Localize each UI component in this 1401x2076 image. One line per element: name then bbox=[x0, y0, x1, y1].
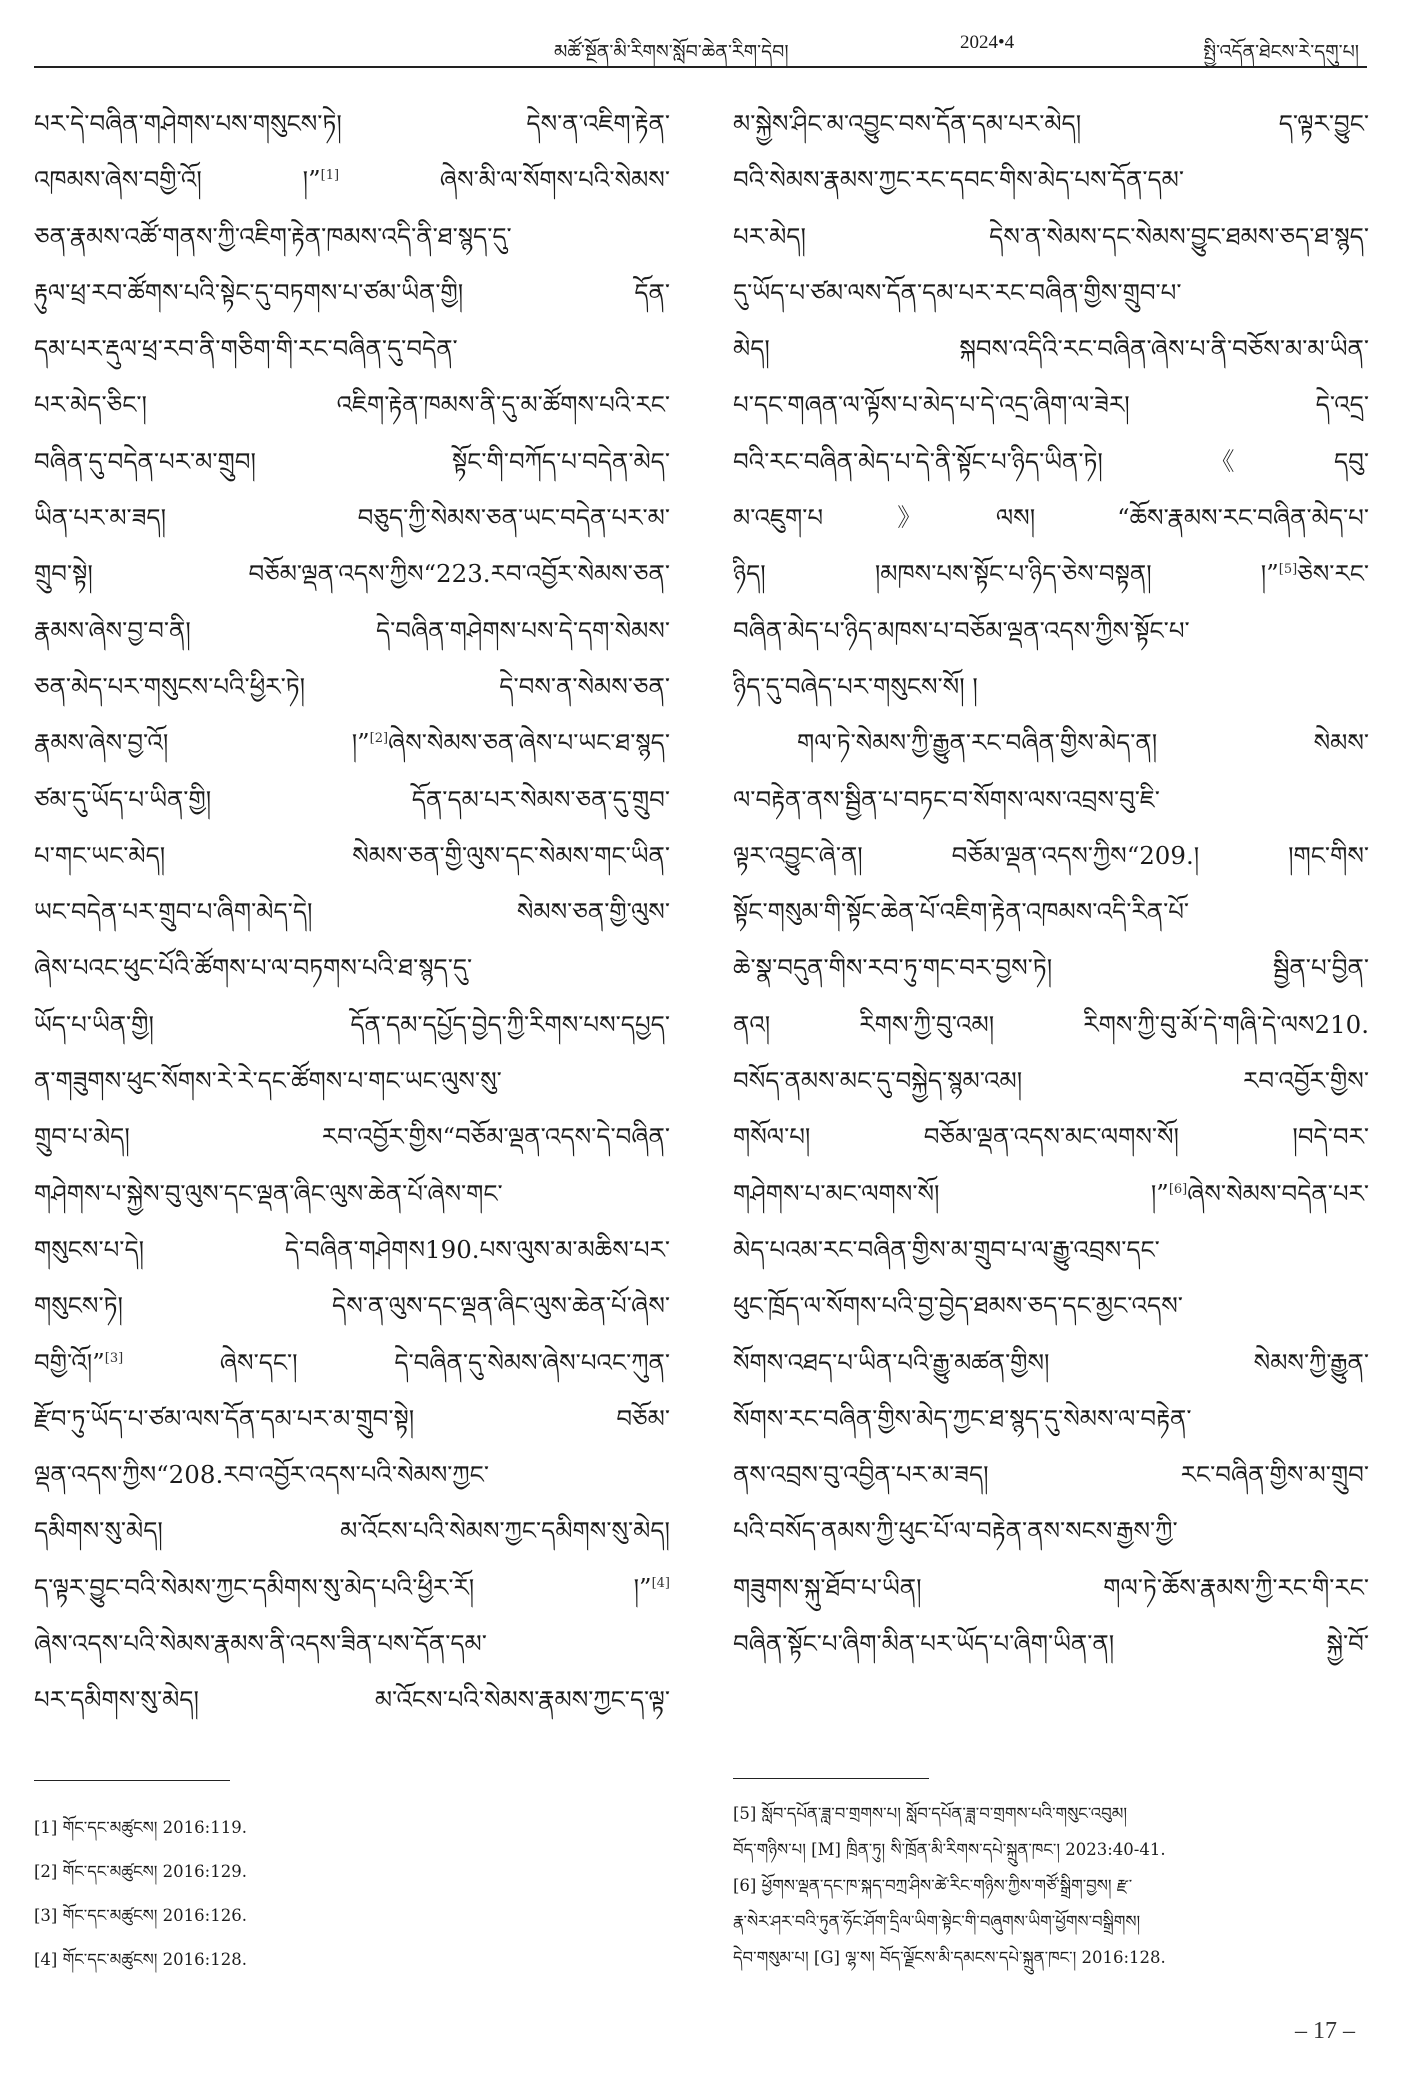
body-line bbox=[34, 1222, 670, 1278]
line-text: གཟུགས་སྐུ་ཐོབ་པ་ཡིན། གལ་ཏེ་ཆོས་རྣམས་ཀྱི་རང་གི་རང་ bbox=[733, 1572, 1369, 1602]
body-line bbox=[733, 715, 1369, 771]
line-text: ན་གཟུགས་ཕུང་སོགས་རེ་རེ་དང་ཚོགས་པ་གང་ཡང་ལུས་སུ་ bbox=[34, 1066, 502, 1096]
body-line bbox=[34, 1503, 670, 1559]
line-text-after-marker: ཞེས་སེམས་ཅན་ཞེས་པ་ཡང་ཐ་སྙད་ bbox=[388, 728, 670, 758]
body-line bbox=[34, 603, 670, 659]
line-text: ནས་འབྲས་བུ་འབྱིན་པར་མ་ཟད། རང་བཞིན་གྱིས་མ་གྲུབ་ bbox=[733, 1460, 1369, 1490]
line-text: མ་འཇུག་པ》ལས། “ཆོས་རྣམས་རང་བཞིན་མེད་པ་ bbox=[733, 503, 1369, 533]
line-text: དུ་ཡོད་པ་ཙམ་ལས་དོན་དམ་པར་རང་བཞིན་གྱིས་གྲུབ་པ་ bbox=[733, 277, 1182, 307]
footnote-rule-right bbox=[733, 1778, 929, 1779]
body-line bbox=[733, 1166, 1369, 1222]
line-text: པར་མེད་ཅིང་། འཇིག་རྟེན་ཁམས་ནི་དུ་མ་ཚོགས་པའི་རང་ bbox=[34, 390, 670, 420]
body-line bbox=[733, 1278, 1369, 1334]
body-line bbox=[34, 1447, 670, 1503]
line-text: སྟོང་གསུམ་གི་སྟོང་ཆེན་པོ་འཇིག་རྟེན་འཁམས་འདི་རིན་པོ་ bbox=[733, 897, 1190, 927]
line-text: པར་དེ་བཞིན་གཤེགས་པས་གསུངས་ཏེ། དེས་ན་འཇིག་རྟེན་ bbox=[34, 109, 670, 138]
line-text: གལ་ཏེ་སེམས་ཀྱི་རྒྱུན་རང་བཞིན་གྱིས་མེད་ན། སེམས་ bbox=[797, 728, 1369, 758]
body-line bbox=[34, 96, 670, 152]
body-line bbox=[733, 96, 1369, 152]
body-line bbox=[733, 1053, 1369, 1109]
footnote-marker: [4] bbox=[651, 1575, 670, 1591]
footnote-marker: [5] bbox=[1278, 562, 1298, 578]
body-line bbox=[34, 997, 670, 1053]
body-line bbox=[733, 546, 1369, 602]
body-line bbox=[34, 715, 670, 771]
body-line bbox=[733, 1109, 1369, 1165]
line-text: གྲུབ་སྟེ། བཅོམ་ལྡན་འདས་ཀྱིས“223.རབ་འབྱོར་སེམས་ཅན་ bbox=[34, 559, 670, 589]
body-line bbox=[34, 1391, 670, 1447]
line-text: གསུངས་ཏེ། དེས་ན་ལུས་དང་ལྡན་ཞིང་ལུས་ཆེན་པོ་ཞེས་ bbox=[34, 1291, 670, 1321]
body-line bbox=[34, 1278, 670, 1334]
body-line bbox=[733, 1391, 1369, 1447]
body-line bbox=[34, 1166, 670, 1222]
body-line bbox=[733, 1335, 1369, 1391]
line-text: བའི་སེམས་རྣམས་ཀྱང་རང་དབང་གིས་མེད་པས་དོན་དམ་ bbox=[733, 165, 1184, 195]
footnote: [1] གོང་དང་མཚུངས། 2016:119. bbox=[34, 1818, 247, 1837]
body-line bbox=[34, 377, 670, 433]
line-text: ཡང་བདེན་པར་གྲུབ་པ་ཞིག་མེད་དེ། སེམས་ཅན་གྱི་ལུས་ bbox=[34, 897, 670, 927]
line-text: མེད་པའམ་རང་བཞིན་གྱིས་མ་གྲུབ་པ་ལ་རྒྱུ་འབྲས་དང་ bbox=[733, 1234, 1160, 1264]
section-title: སྤྱི་འདོན་ཐེངས་རེ་དགུ་པ། bbox=[1203, 41, 1359, 63]
line-text: བསོད་ནམས་མང་དུ་བསྐྱེད་སྙམ་འམ། རབ་འབྱོར་གྱིས་ bbox=[733, 1066, 1369, 1096]
footnote-marker: [1] bbox=[320, 168, 340, 184]
line-text: པར་མེད། དེས་ན་སེམས་དང་སེམས་བྱུང་ཐམས་ཅད་ཐ་སྙད་ bbox=[733, 221, 1369, 251]
line-text: གཤེགས་པ་མང་ལགས་སོ། །” bbox=[733, 1178, 1169, 1208]
footnote-rule-left bbox=[34, 1780, 230, 1781]
body-line bbox=[733, 1222, 1369, 1278]
footnote-marker: [6] bbox=[1168, 1181, 1188, 1197]
line-text: ཞེས་འདས་པའི་སེམས་རྣམས་ནི་འདས་ཟིན་པས་དོན་དམ་ bbox=[34, 1629, 487, 1659]
line-text: ཅན་མེད་པར་གསུངས་པའི་ཕྱིར་ཏེ། དེ་བས་ན་སེམས་ཅན་ bbox=[34, 671, 670, 701]
body-line bbox=[34, 265, 670, 321]
line-text: དམིགས་སུ་མེད། མ་འོངས་པའི་སེམས་ཀྱང་དམིགས་སུ་མེད། bbox=[34, 1516, 670, 1546]
footnote: [6] ཕྱོགས་ལྡན་དང་ཁ་སྐད་བཀྲ་ཤིས་ཚེ་རིང་གཉིས་ཀྱིས་གཙོ་སྒྲིག་བྱས། རྫ་ bbox=[733, 1876, 1133, 1895]
body-line bbox=[733, 997, 1369, 1053]
body-line bbox=[733, 772, 1369, 828]
issue-number: 2024•4 bbox=[960, 32, 1015, 53]
line-text: ནའ། རིགས་ཀྱི་བུ་འམ། རིགས་ཀྱི་བུ་མོ་དེ་གཞི་དེ་ལས210. bbox=[733, 1009, 1369, 1039]
line-text-after-marker: ཞེས་དང་། དེ་བཞིན་དུ་སེམས་ཞེས་པའང་ཀུན་ bbox=[123, 1347, 670, 1377]
line-text: ཆེ་སྣ་བདུན་གིས་རབ་ཏུ་གང་བར་བྱས་ཏེ། སྦྱིན་པ་བྱིན་ bbox=[733, 953, 1369, 983]
footnotes-right bbox=[733, 1796, 1381, 1976]
line-text: རྣམས་ཞེས་བྱ་འོ། །” bbox=[34, 728, 370, 758]
line-text: ཉིད། །མཁས་པས་སྟོང་པ་ཉིད་ཅེས་བསྟན། །” bbox=[733, 559, 1279, 589]
line-text: རྟུལ་ཕྲ་རབ་ཚོགས་པའི་སྟེང་དུ་བཏགས་པ་ཙམ་ཡིན་གྱི། དོན་ bbox=[34, 277, 670, 307]
line-text: པར་དམིགས་སུ་མེད། མ་འོངས་པའི་སེམས་རྣམས་ཀྱང་ད་ལྟ་ bbox=[34, 1685, 670, 1715]
footnote-marker: [2] bbox=[369, 731, 389, 747]
line-text: བའི་རང་བཞིན་མེད་པ་དེ་ནི་སྟོང་པ་ཉིད་ཡིན་ཏེ། 《དབུ་ bbox=[733, 446, 1369, 476]
line-text: ད་ལྟར་བྱུང་བའི་སེམས་ཀྱང་དམིགས་སུ་མེད་པའི་ཕྱིར་རོ། །” bbox=[34, 1572, 652, 1602]
body-line bbox=[34, 1560, 670, 1616]
line-text: སོགས་འཐད་པ་ཡིན་པའི་རྒྱུ་མཚན་གྱིས། སེམས་ཀྱི་རྒྱུན་ bbox=[733, 1347, 1369, 1377]
body-line bbox=[34, 1616, 670, 1672]
body-line bbox=[733, 659, 1369, 715]
left-column bbox=[34, 96, 670, 1729]
line-text: བཞིན་མེད་པ་ཉིད་མཁས་པ་བཅོམ་ལྡན་འདས་ཀྱིས་སྟོང་པ་ bbox=[733, 615, 1190, 645]
footnotes-left bbox=[34, 1806, 670, 1982]
body-line bbox=[733, 265, 1369, 321]
line-text: གསོལ་པ། བཅོམ་ལྡན་འདས་མང་ལགས་སོ། །བདེ་བར་ bbox=[733, 1122, 1369, 1152]
body-line bbox=[733, 940, 1369, 996]
line-text: ཡིན་པར་མ་ཟད། བཅུད་ཀྱི་སེམས་ཅན་ཡང་བདེན་པར་མ་ bbox=[34, 503, 670, 533]
line-text: པའི་བསོད་ནམས་ཀྱི་ཕུང་པོ་ལ་བརྟེན་ནས་སངས་རྒྱས་ཀྱི་ bbox=[733, 1516, 1178, 1546]
footnote: [3] གོང་དང་མཚུངས། 2016:126. bbox=[34, 1906, 247, 1925]
line-text: གསུངས་པ་དེ། དེ་བཞིན་གཤེགས190.པས་ལུས་མ་མཆིས་པར་ bbox=[34, 1234, 670, 1264]
body-line bbox=[733, 434, 1369, 490]
body-line bbox=[733, 1503, 1369, 1559]
body-line bbox=[34, 1053, 670, 1109]
body-line bbox=[34, 434, 670, 490]
body-line bbox=[34, 321, 670, 377]
body-line bbox=[733, 377, 1369, 433]
body-line bbox=[733, 490, 1369, 546]
body-line bbox=[34, 546, 670, 602]
line-text: པ་གང་ཡང་མེད། སེམས་ཅན་གྱི་ལུས་དང་སེམས་གང་ཡིན་ bbox=[34, 840, 670, 870]
body-line bbox=[34, 1109, 670, 1165]
body-line bbox=[733, 884, 1369, 940]
body-line bbox=[34, 209, 670, 265]
body-line bbox=[34, 884, 670, 940]
line-text: གྲུབ་པ་མེད། རབ་འབྱོར་གྱིས“བཅོམ་ལྡན་འདས་དེ་བཞིན་ bbox=[34, 1122, 670, 1152]
line-text-after-marker: ཅེས་རང་ bbox=[1297, 559, 1369, 589]
footnote: [5] སློབ་དཔོན་ཟླ་བ་གྲགས་པ། སློབ་དཔོན་ཟླ་བ་གྲགས་པའི་གསུང་འབུམ། bbox=[733, 1804, 1128, 1823]
line-text: མ་སྐྱེས་ཤིང་མ་འབྱུང་བས་དོན་དམ་པར་མེད། ད་ལྟར་བྱུང་ bbox=[733, 109, 1369, 138]
body-line bbox=[34, 1335, 670, 1391]
page-number: – 17 – bbox=[1295, 2018, 1355, 2044]
line-text: ཉིད་དུ་བཞེད་པར་གསུངས་སོ། ། bbox=[733, 671, 978, 701]
footnote: དེབ་གསུམ་པ། [G] ལྷ་ས། བོད་ལྗོངས་མི་དམངས་དཔེ་སྐྲུན་ཁང་། 2016:128. bbox=[733, 1948, 1166, 1967]
body-line bbox=[733, 1616, 1369, 1672]
line-text: རྣམས་ཞེས་བྱ་བ་ནི། དེ་བཞིན་གཤེགས་པས་དེ་དག་སེམས་ bbox=[34, 615, 670, 645]
line-text: ཙམ་དུ་ཡོད་པ་ཡིན་གྱི། དོན་དམ་པར་སེམས་ཅན་དུ་གྲུབ་ bbox=[34, 784, 670, 814]
footnote: [4] གོང་དང་མཚུངས། 2016:128. bbox=[34, 1950, 247, 1969]
line-text: གཤེགས་པ་སྐྱེས་བུ་ལུས་དང་ལྡན་ཞིང་ལུས་ཆེན་པོ་ཞེས་གང་ bbox=[34, 1178, 503, 1208]
line-text-after-marker: ཞེས་སེམས་བདེན་པར་ bbox=[1187, 1178, 1369, 1208]
line-text: བགྱི་འོ།” bbox=[34, 1347, 105, 1377]
body-line bbox=[733, 1560, 1369, 1616]
line-text: བཞིན་དུ་བདེན་པར་མ་གྲུབ། སྟོང་གི་བཀོད་པ་བདེན་མེད་ bbox=[34, 446, 670, 476]
line-text: ལ་བརྟེན་ནས་སྦྱིན་པ་བཏང་བ་སོགས་ལས་འབྲས་བུ་ཇི་ bbox=[733, 784, 1160, 814]
body-line bbox=[733, 209, 1369, 265]
line-text: དམ་པར་རྡུལ་ཕྲ་རབ་ནི་གཅིག་གི་རང་བཞིན་དུ་བདེན་ bbox=[34, 334, 458, 364]
body-line bbox=[34, 940, 670, 996]
body-line bbox=[34, 1672, 670, 1728]
line-text-after-marker: ཞེས་མི་ལ་སོགས་པའི་སེམས་ bbox=[339, 165, 670, 195]
line-text: པ་དང་གཞན་ལ་ལྟོས་པ་མེད་པ་དེ་འདྲ་ཞིག་ལ་ཟེར། དེ་འདྲ་ bbox=[733, 390, 1369, 420]
line-text: རྫོབ་ཏུ་ཡོད་པ་ཙམ་ལས་དོན་དམ་པར་མ་གྲུབ་སྟེ། བཅོམ་ bbox=[34, 1403, 670, 1433]
body-line bbox=[34, 659, 670, 715]
body-line bbox=[34, 772, 670, 828]
line-text: སོགས་རང་བཞིན་གྱིས་མེད་ཀྱང་ཐ་སྙད་དུ་སེམས་ལ་བརྟེན་ bbox=[733, 1403, 1192, 1433]
footnote: བོད་གཉིས་པ། [M] ཁྲིན་ཏུ། སི་ཁྲོན་མི་རིགས་དཔེ་སྐྲུན་ཁང་། 2023:40-41. bbox=[733, 1840, 1166, 1859]
running-header bbox=[34, 22, 1367, 62]
footnote: རྣ་སེར་ཤར་བའི་ཏུན་ཧོང་ཤོག་དྲིལ་ཡིག་སྟེང་གི་བཞུགས་ཡིག་ཕྱོགས་བསྒྲིགས། bbox=[733, 1912, 1141, 1931]
line-text: ཅན་རྣམས་འཚོ་གནས་ཀྱི་འཇིག་རྟེན་ཁམས་འདི་ནི་ཐ་སྙད་དུ་ bbox=[34, 221, 512, 251]
body-line bbox=[34, 152, 670, 208]
body-line bbox=[34, 490, 670, 546]
footnote-marker: [3] bbox=[104, 1350, 124, 1366]
line-text: བཞིན་སྟོང་པ་ཞིག་མིན་པར་ཡོད་པ་ཞིག་ཡིན་ན། སྐྱེ་བོ་ bbox=[733, 1629, 1369, 1659]
line-text: ཕུང་ཁྲོད་ལ་སོགས་པའི་བྱ་བྱེད་ཐམས་ཅད་དང་མྱང་འདས་ bbox=[733, 1291, 1183, 1321]
right-column bbox=[733, 96, 1369, 1672]
line-text: འཁམས་ཞེས་བགྱི་འོ། །” bbox=[34, 165, 321, 195]
line-text: ཞེས་པའང་ཕུང་པོའི་ཚོགས་པ་ལ་བཏགས་པའི་ཐ་སྙད་དུ་ bbox=[34, 953, 473, 983]
journal-title: མཚོ་སྔོན་མི་རིགས་སློབ་ཆེན་རིག་དེབ། bbox=[554, 41, 789, 63]
line-text: ཡོད་པ་ཡིན་གྱི། དོན་དམ་དཔྱོད་བྱེད་ཀྱི་རིགས་པས་དཔྱད་ bbox=[34, 1009, 670, 1039]
body-line bbox=[733, 321, 1369, 377]
line-text: མེད། སྐབས་འདིའི་རང་བཞིན་ཞེས་པ་ནི་བཅོས་མ་མ་ཡིན་ bbox=[733, 334, 1369, 364]
line-text: ལྡན་འདས་ཀྱིས“208.རབ་འབྱོར་འདས་པའི་སེམས་ཀྱང་ bbox=[34, 1460, 489, 1490]
body-line bbox=[733, 1447, 1369, 1503]
header-rule bbox=[34, 66, 1367, 68]
footnote: [2] གོང་དང་མཚུངས། 2016:129. bbox=[34, 1862, 247, 1881]
body-line bbox=[34, 828, 670, 884]
body-line bbox=[733, 603, 1369, 659]
body-line bbox=[733, 828, 1369, 884]
line-text: ལྟར་འབྱུང་ཞེ་ན། བཅོམ་ལྡན་འདས་ཀྱིས“209.། །གང་གིས་ bbox=[733, 840, 1369, 870]
body-line bbox=[733, 152, 1369, 208]
